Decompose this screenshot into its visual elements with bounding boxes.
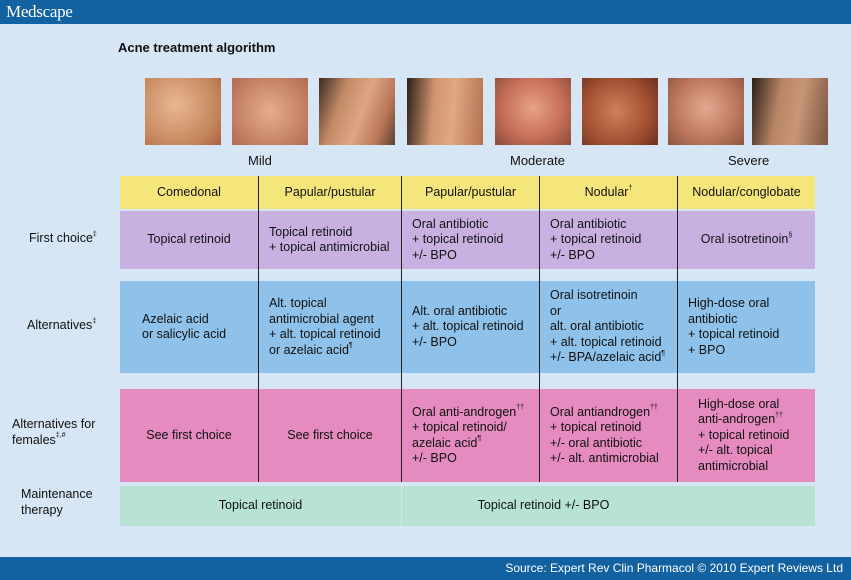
- females-nodular-conglobate: High-dose oral anti-androgen†† + topical retinoid +/- alt. topical antimicrobial: [678, 389, 815, 482]
- photo-moderate-papular-1: [407, 78, 483, 145]
- alternatives-nodular: Oral isotretinoin or alt. oral antibiotic + alt. topical retinoid +/- BPA/azelaic acid¶: [540, 281, 677, 373]
- row-label-alternatives: Alternatives‡: [27, 317, 97, 332]
- photo-mild-papular: [319, 78, 395, 145]
- alternatives-papular-moderate: Alt. oral antibiotic + alt. topical retinoid +/- BPO: [402, 281, 539, 373]
- row-label-first-choice: First choice‡: [29, 230, 97, 245]
- column-divider: [677, 176, 678, 482]
- first-choice-nodular-conglobate: Oral isotretinoin§: [678, 211, 815, 269]
- row-label-maintenance: Maintenance therapy: [21, 487, 93, 517]
- photo-severe-1: [668, 78, 744, 145]
- maintenance-moderate-severe: Topical retinoid +/- BPO: [402, 486, 815, 526]
- medscape-logo: Medscape: [6, 2, 73, 21]
- source-citation: Source: Expert Rev Clin Pharmacol © 2010 Expert Reviews Ltd: [505, 561, 843, 575]
- photo-mild-comedonal-2: [232, 78, 308, 145]
- figure-title: Acne treatment algorithm: [118, 40, 276, 55]
- severity-label-mild: Mild: [248, 153, 272, 168]
- column-divider: [539, 176, 540, 482]
- first-choice-nodular: Oral antibiotic + topical retinoid +/- BPO: [540, 211, 677, 269]
- alternatives-papular-mild: Alt. topical antimicrobial agent + alt. topical retinoid or azelaic acid¶: [259, 281, 401, 373]
- first-choice-comedonal: Topical retinoid: [120, 211, 258, 269]
- photo-severe-2: [752, 78, 828, 145]
- row-label-females: Alternatives for females‡,#: [12, 417, 96, 447]
- females-comedonal: See first choice: [120, 389, 258, 482]
- footer-bar: [0, 557, 851, 580]
- column-header-nodular-conglobate: Nodular/conglobate: [678, 176, 815, 209]
- column-header-nodular: Nodular†: [540, 176, 677, 209]
- females-nodular: Oral antiandrogen†† + topical retinoid +/- oral antibiotic +/- alt. antimicrobial: [540, 389, 677, 482]
- first-choice-papular-mild: Topical retinoid + topical antimicrobial: [259, 211, 401, 269]
- severity-label-severe: Severe: [728, 153, 770, 168]
- maintenance-mild: Topical retinoid: [120, 486, 401, 526]
- column-divider: [401, 176, 402, 482]
- column-header-comedonal: Comedonal: [120, 176, 258, 209]
- photo-moderate-nodular: [582, 78, 658, 145]
- alternatives-comedonal: Azelaic acid or salicylic acid: [120, 281, 258, 373]
- column-divider: [258, 176, 259, 482]
- photo-moderate-papular-2: [495, 78, 571, 145]
- first-choice-papular-moderate: Oral antibiotic + topical retinoid +/- BPO: [402, 211, 539, 269]
- severity-label-moderate: Moderate: [510, 153, 565, 168]
- females-papular-mild: See first choice: [259, 389, 401, 482]
- alternatives-nodular-conglobate: High-dose oral antibiotic + topical retinoid + BPO: [678, 281, 815, 373]
- females-papular-moderate: Oral anti-androgen†† + topical retinoid/ azelaic acid¶ +/- BPO: [402, 389, 539, 482]
- photo-mild-comedonal-1: [145, 78, 221, 145]
- header-bar: [0, 0, 851, 24]
- column-header-papular-moderate: Papular/pustular: [402, 176, 539, 209]
- column-header-papular-mild: Papular/pustular: [259, 176, 401, 209]
